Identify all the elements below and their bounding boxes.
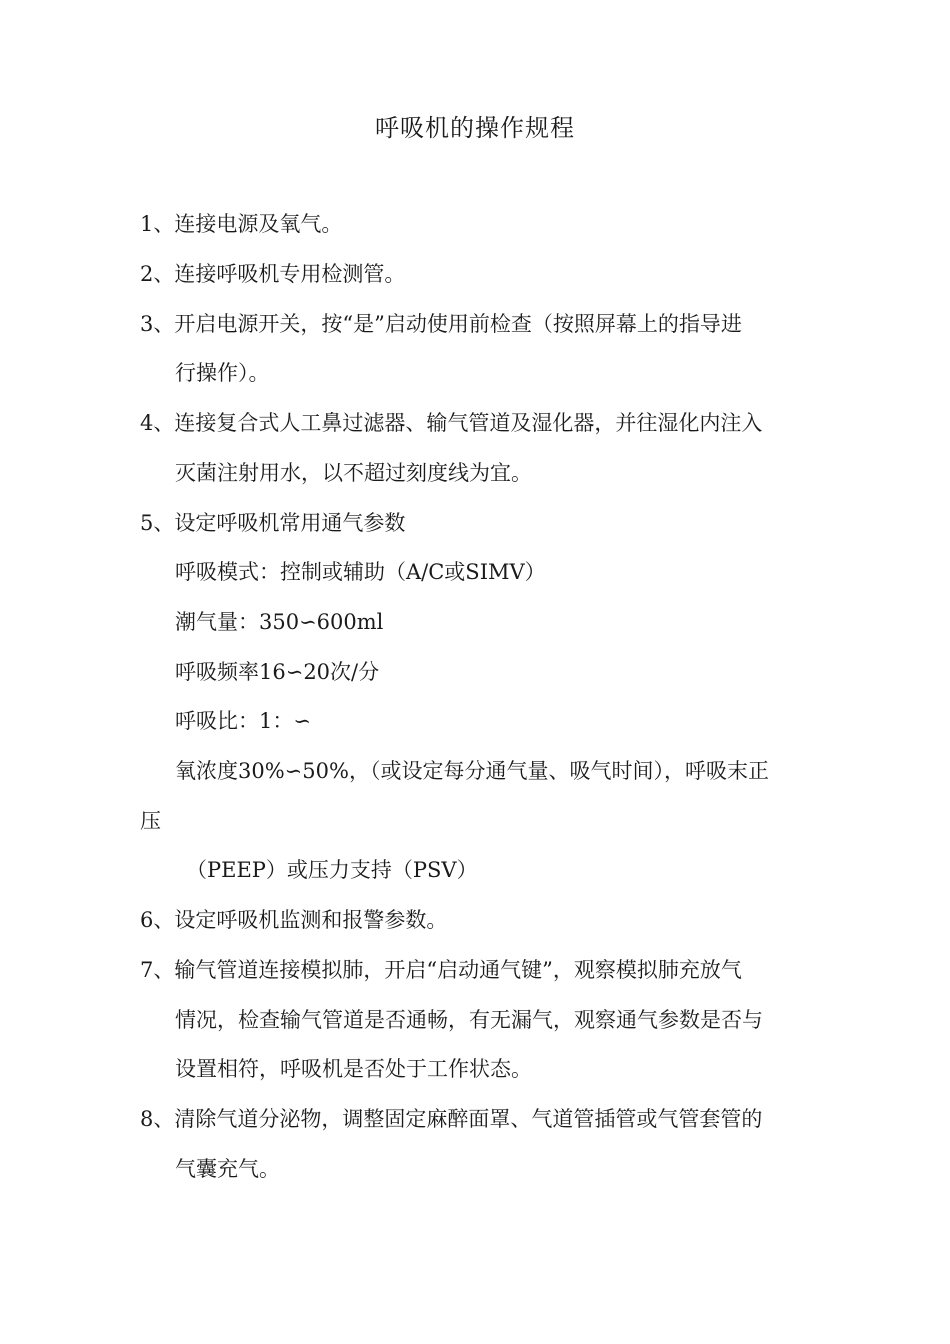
param-peep: （PEEP）或压力支持（PSV） bbox=[186, 858, 478, 882]
step-8-continuation: 气囊充气。 bbox=[175, 1157, 280, 1181]
document-title: 呼吸机的操作规程 bbox=[375, 114, 575, 142]
step-4-continuation: 灭菌注射用水，以不超过刻度线为宜。 bbox=[175, 461, 532, 485]
step-number: 4、 bbox=[140, 411, 175, 435]
step-2 bbox=[140, 259, 405, 289]
step-number: 7、 bbox=[140, 958, 175, 982]
param-oxygen-wrap: 压 bbox=[140, 809, 161, 833]
step-text: 开启电源开关，按“是”启动使用前检查（按照屏幕上的指导进 bbox=[174, 312, 742, 336]
param-oxygen: 氧浓度30%∽50%，（或设定每分通气量、吸气时间），呼吸末正 bbox=[175, 759, 769, 783]
param-ratio: 呼吸比：1：∽ bbox=[175, 709, 311, 733]
step-7 bbox=[140, 955, 742, 985]
step-1 bbox=[140, 209, 342, 239]
step-7-continuation: 情况，检查输气管道是否通畅，有无漏气，观察通气参数是否与 bbox=[175, 1008, 763, 1032]
step-6 bbox=[140, 905, 447, 935]
param-tidal-volume: 潮气量：350∽600ml bbox=[175, 610, 384, 634]
step-text: 设定呼吸机常用通气参数 bbox=[174, 511, 406, 535]
step-number: 6、 bbox=[140, 908, 175, 932]
step-text: 输气管道连接模拟肺，开启“启动通气键”，观察模拟肺充放气 bbox=[174, 958, 742, 982]
step-text: 连接呼吸机专用检测管。 bbox=[174, 262, 406, 286]
step-8 bbox=[140, 1104, 762, 1134]
step-text: 连接电源及氧气。 bbox=[174, 212, 343, 236]
step-5 bbox=[140, 508, 405, 538]
step-text: 设定呼吸机监测和报警参数。 bbox=[174, 908, 448, 932]
param-rate: 呼吸频率16∽20次/分 bbox=[175, 660, 380, 684]
step-7-continuation-2: 设置相符，呼吸机是否处于工作状态。 bbox=[175, 1057, 532, 1081]
step-number: 8、 bbox=[140, 1107, 175, 1131]
step-text: 连接复合式人工鼻过滤器、输气管道及湿化器，并往湿化内注入 bbox=[174, 411, 763, 435]
step-4 bbox=[140, 408, 762, 438]
step-number: 2、 bbox=[140, 262, 175, 286]
step-number: 3、 bbox=[140, 312, 175, 336]
step-3 bbox=[140, 309, 742, 339]
step-number: 5、 bbox=[140, 511, 175, 535]
step-3-continuation: 行操作）。 bbox=[175, 361, 270, 385]
param-mode: 呼吸模式：控制或辅助（A/C或SIMV） bbox=[175, 560, 546, 584]
step-text: 清除气道分泌物，调整固定麻醉面罩、气道管插管或气管套管的 bbox=[174, 1107, 763, 1131]
step-number: 1、 bbox=[140, 212, 175, 236]
